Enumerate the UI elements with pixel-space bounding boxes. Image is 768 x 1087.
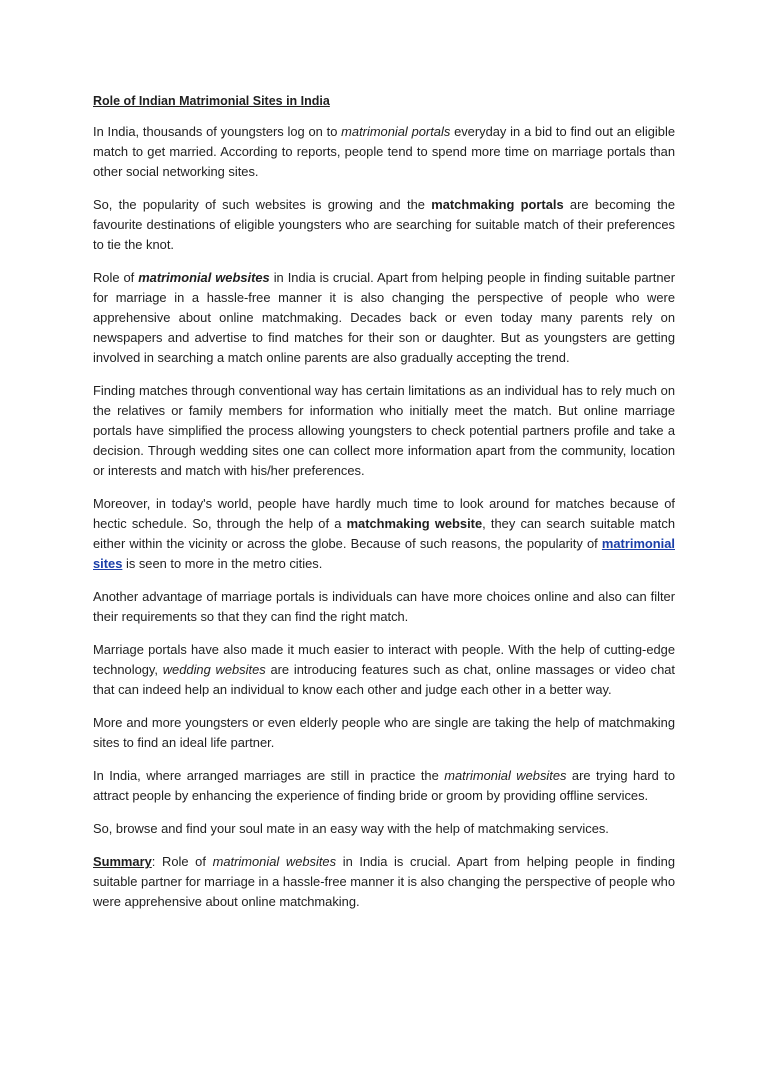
p5-bold-matchmaking-website: matchmaking website <box>346 516 483 531</box>
paragraph-8: More and more youngsters or even elderly people who are single are taking the help of matchmaking sites to find an ideal life partner. <box>93 715 675 750</box>
paragraph-3 <box>93 268 675 368</box>
p2-text-1: So, the popularity of such websites is growing and the <box>93 197 432 212</box>
p3-bold-wrapper <box>138 270 270 285</box>
summary-text-2: in India is crucial. Apart from helping people in finding suitable partner for marriage in a hassle-free manner it is also changing the perspective of people who were apprehensive about online matchmaking. <box>93 854 675 909</box>
matrimonial-sites-link[interactable]: matrimonial sites <box>93 536 675 571</box>
paragraph-6: Another advantage of marriage portals is individuals can have more choices online and also can filter their requirements so that they can find the right match. <box>93 589 675 624</box>
summary-label: Summary <box>93 854 152 869</box>
p3-text-2: in India is crucial. Apart from helping people in finding suitable partner for marriage in a hassle-free manner it is also changing the perspective of people who were apprehensive about online matchmaking. Decades back or even today many parents rely on newspapers and advertise to find matches for their son or daughter. But as youngsters are getting involved in searching a match online parents are also gradually accepting the trend. <box>93 270 675 365</box>
p3-bold-italic-matrimonial-websites: matrimonial websites <box>138 270 270 285</box>
p5-text-1: Moreover, in today's world, people have hardly much time to look around for matches because of hectic schedule. So, through the help of a <box>93 496 675 531</box>
p7-text-2: are introducing features such as chat, online massages or video chat that can indeed help an individual to know each other and judge each other in a better way. <box>93 662 675 697</box>
paragraph-summary <box>93 852 675 912</box>
p9-text-1: In India, where arranged marriages are still in practice the <box>93 768 445 783</box>
p9-text-2: are trying hard to attract people by enhancing the experience of finding bride or groom by providing offline services. <box>93 768 675 803</box>
paragraph-10: So, browse and find your soul mate in an easy way with the help of matchmaking services. <box>93 821 609 836</box>
paragraph-5 <box>93 494 675 574</box>
p2-text-2: are becoming the favourite destinations of eligible youngsters who are searching for suitable match of their preferences to tie the knot. <box>93 197 675 252</box>
paragraph-7 <box>93 640 675 700</box>
summary-italic-matrimonial-websites: matrimonial websites <box>212 854 337 869</box>
document-page <box>93 93 675 925</box>
p7-text-1: Marriage portals have also made it much easier to interact with people. With the help of cutting-edge technology, <box>93 642 675 677</box>
paragraph-9 <box>93 766 675 806</box>
p5-text-2: , they can search suitable match either within the vicinity or across the globe. Because of such reasons, the popularity of <box>93 516 675 551</box>
document-title: Role of Indian Matrimonial Sites in India <box>93 94 330 108</box>
p5-text-3: is seen to more in the metro cities. <box>122 556 323 571</box>
paragraph-2 <box>93 195 675 255</box>
p1-text-1: In India, thousands of youngsters log on to <box>93 124 342 139</box>
p1-text-2: everyday in a bid to find out an eligible match to get married. According to reports, people tend to spend more time on marriage portals than other social networking sites. <box>93 124 675 179</box>
p1-italic-matrimonial-portals: matrimonial portals <box>341 124 451 139</box>
paragraph-1 <box>93 122 675 182</box>
summary-text-1: : Role of <box>151 854 213 869</box>
p7-italic-wedding-websites: wedding websites <box>162 662 266 677</box>
p3-text-1: Role of <box>93 270 139 285</box>
p9-italic-matrimonial-websites: matrimonial websites <box>444 768 567 783</box>
p2-bold-matchmaking-portals: matchmaking portals <box>431 197 564 212</box>
paragraph-4: Finding matches through conventional way has certain limitations as an individual has to rely much on the relatives or family members for information who initially meet the match. But online marriage portals have simplified the process allowing youngsters to check potential partners profile and take a decision. Through wedding sites one can collect more information apart from the community, location or interests and match with his/her preferences. <box>93 383 675 478</box>
